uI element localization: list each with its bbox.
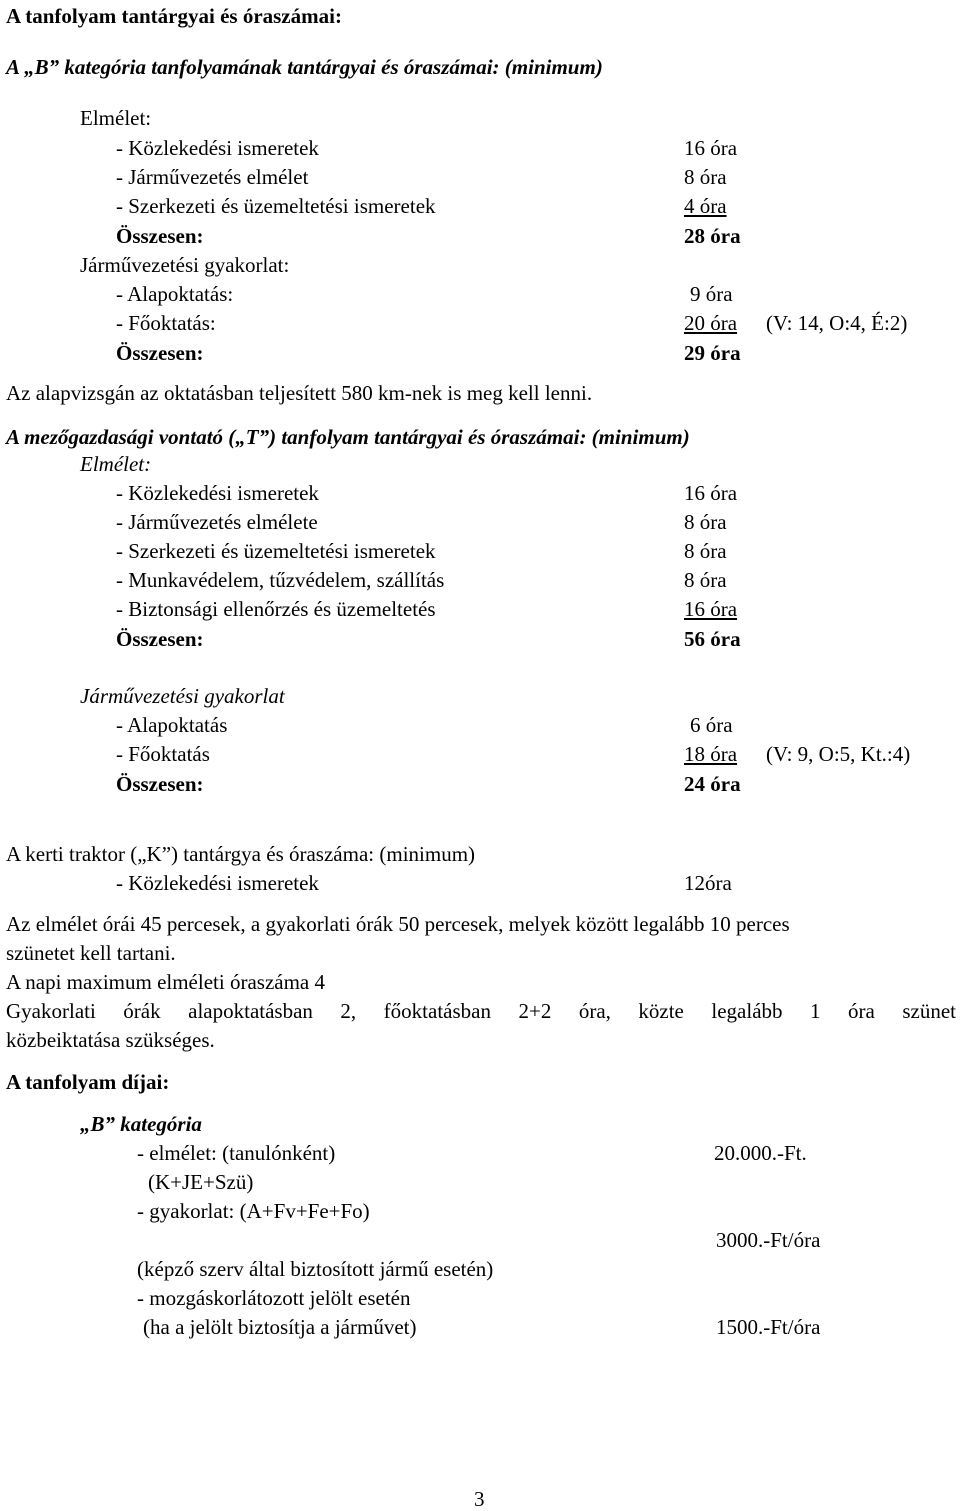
t-theory-item-hours: 8 óra bbox=[684, 568, 727, 592]
b-theory-total-label: Összesen: bbox=[116, 224, 204, 248]
t-theory-item-name: - Szerkezeti és üzemeltetési ismeretek bbox=[116, 539, 436, 563]
t-practice-total-label: Összesen: bbox=[116, 772, 204, 796]
t-practice-item-hours: 6 óra bbox=[690, 713, 733, 737]
fees-heading: A tanfolyam díjai: bbox=[6, 1070, 170, 1094]
b-category-title: A „B” kategória tanfolyamának tantárgyai és óraszámai: (minimum) bbox=[6, 55, 603, 79]
fees-theory-price: 20.000.-Ft. bbox=[714, 1141, 807, 1165]
fees-practice-price: 3000.-Ft/óra bbox=[716, 1228, 821, 1252]
note-lesson-length-line1: Az elmélet órái 45 percesek, a gyakorlati órák 50 percesek, melyek között legalább 10 perces bbox=[6, 912, 790, 936]
fees-theory-label: - elmélet: (tanulónként) bbox=[137, 1141, 336, 1165]
b-theory-item-hours: 16 óra bbox=[684, 136, 738, 160]
t-theory-item-hours: 16 óra bbox=[684, 481, 738, 505]
b-theory-item-hours: 4 óra bbox=[684, 194, 727, 218]
t-practice-item-name: - Főoktatás bbox=[116, 742, 210, 766]
t-theory-item-name: - Járművezetés elmélete bbox=[116, 510, 318, 534]
note-lesson-length-line2: szünetet kell tartani. bbox=[6, 941, 176, 965]
t-theory-item-name: - Munkavédelem, tűzvédelem, szállítás bbox=[116, 568, 445, 592]
t-practice-label: Járművezetési gyakorlat bbox=[80, 684, 285, 708]
b-practice-item-hours: 9 óra bbox=[690, 282, 733, 306]
page-heading: A tanfolyam tantárgyai és óraszámai: bbox=[6, 4, 342, 28]
b-theory-item-name: - Járművezetés elmélet bbox=[116, 165, 309, 189]
t-practice-item-name: - Alapoktatás bbox=[116, 713, 228, 737]
b-practice-total-label: Összesen: bbox=[116, 341, 204, 365]
k-item-hours: 12óra bbox=[684, 871, 732, 895]
b-theory-item-name: - Közlekedési ismeretek bbox=[116, 136, 319, 160]
t-theory-total-label: Összesen: bbox=[116, 627, 204, 651]
b-theory-item-name: - Szerkezeti és üzemeltetési ismeretek bbox=[116, 194, 436, 218]
k-item-name: - Közlekedési ismeretek bbox=[116, 871, 319, 895]
fees-category: „B” kategória bbox=[80, 1112, 202, 1136]
b-practice-item-name: - Alapoktatás: bbox=[116, 282, 234, 306]
t-theory-item-hours: 8 óra bbox=[684, 539, 727, 563]
b-km-note: Az alapvizsgán az oktatásban teljesített 580 km-nek is meg kell lenni. bbox=[6, 381, 593, 405]
t-category-title: A mezőgazdasági vontató („T”) tanfolyam tantárgyai és óraszámai: (minimum) bbox=[6, 425, 690, 449]
page-number: 3 bbox=[474, 1487, 485, 1511]
fees-disabled-label: - mozgáskorlátozott jelölt esetén bbox=[137, 1286, 411, 1310]
t-practice-item-note: (V: 9, O:5, Kt.:4) bbox=[766, 742, 911, 766]
fees-practice-label: - gyakorlat: (A+Fv+Fe+Fo) bbox=[137, 1199, 370, 1223]
t-theory-item-name: - Biztonsági ellenőrzés és üzemeltetés bbox=[116, 597, 436, 621]
t-theory-label: Elmélet: bbox=[80, 452, 152, 476]
b-practice-total: 29 óra bbox=[684, 341, 741, 365]
note-daily-max: A napi maximum elméleti óraszáma 4 bbox=[6, 970, 325, 994]
b-practice-item-hours: 20 óra bbox=[684, 311, 738, 335]
fees-theory-sub: (K+JE+Szü) bbox=[148, 1170, 254, 1194]
t-theory-item-hours: 16 óra bbox=[684, 597, 738, 621]
b-practice-item-name: - Főoktatás: bbox=[116, 311, 216, 335]
t-theory-item-name: - Közlekedési ismeretek bbox=[116, 481, 319, 505]
k-category-title: A kerti traktor („K”) tantárgya és óraszáma: (minimum) bbox=[6, 842, 476, 866]
t-practice-total: 24 óra bbox=[684, 772, 741, 796]
note-practice-line2: közbeiktatása szükséges. bbox=[6, 1028, 215, 1052]
b-practice-item-note: (V: 14, O:4, É:2) bbox=[766, 311, 908, 335]
fees-practice-note: (képző szerv által biztosított jármű esetén) bbox=[137, 1257, 494, 1281]
b-theory-total: 28 óra bbox=[684, 224, 741, 248]
t-theory-item-hours: 8 óra bbox=[684, 510, 727, 534]
t-theory-total: 56 óra bbox=[684, 627, 741, 651]
fees-disabled-price: 1500.-Ft/óra bbox=[716, 1315, 821, 1339]
fees-disabled-note: (ha a jelölt biztosítja a járművet) bbox=[143, 1315, 417, 1339]
b-theory-label: Elmélet: bbox=[80, 106, 152, 130]
b-theory-item-hours: 8 óra bbox=[684, 165, 727, 189]
t-practice-item-hours: 18 óra bbox=[684, 742, 738, 766]
b-practice-label: Járművezetési gyakorlat: bbox=[80, 253, 290, 277]
note-practice-line1: Gyakorlati órák alapoktatásban 2, főoktatásban 2+2 óra, közte legalább 1 óra szünet bbox=[6, 999, 956, 1023]
